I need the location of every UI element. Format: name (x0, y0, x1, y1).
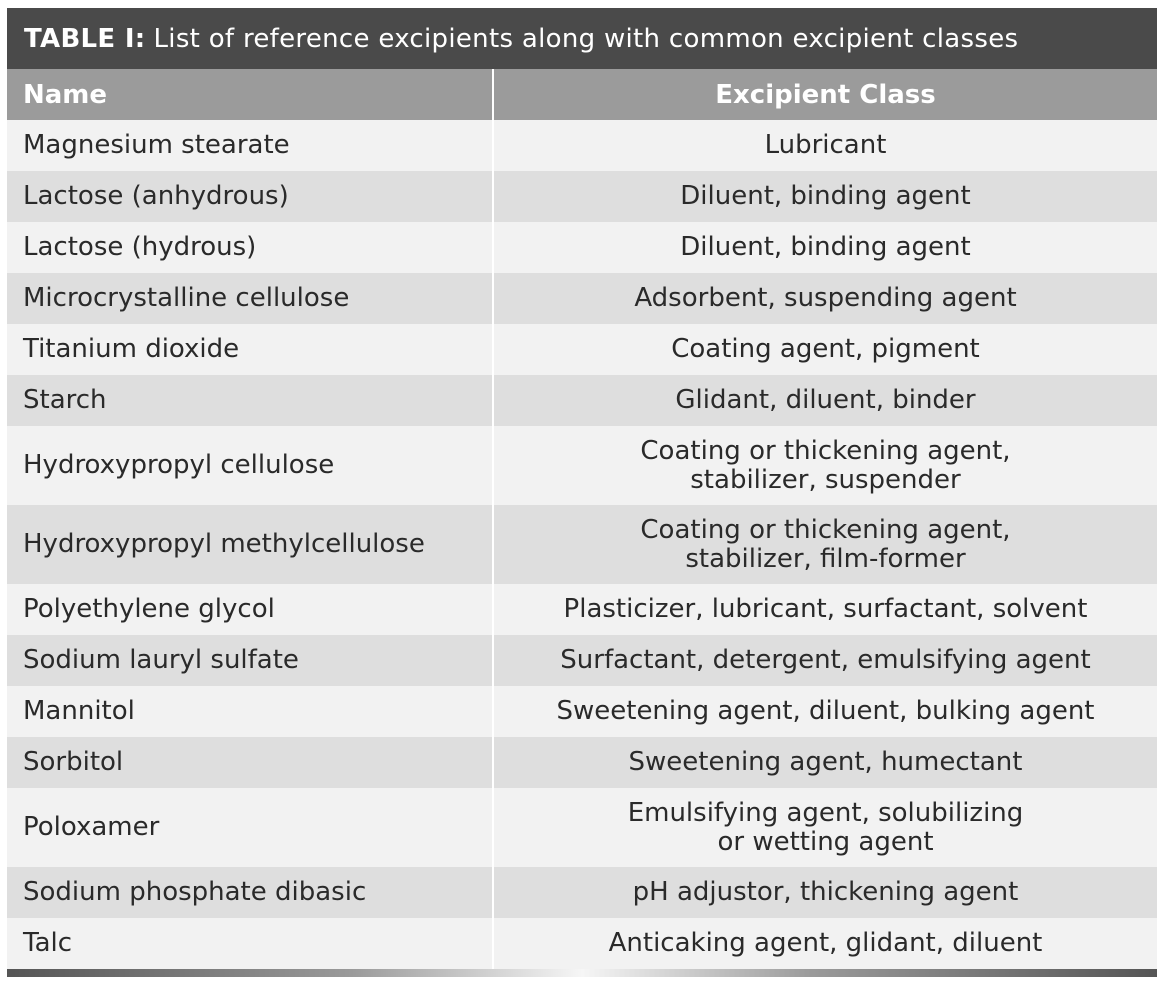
excipient-table (7, 69, 1157, 969)
bottom-rule (7, 969, 1157, 977)
excipient-class-cell (493, 867, 1157, 918)
excipient-class-cell (493, 324, 1157, 375)
excipient-class-cell (493, 120, 1157, 171)
table-row (7, 584, 1157, 635)
excipient-name-cell: Lactose (hydrous) (7, 222, 493, 273)
excipient-class-line: stabilizer, suspender (690, 464, 961, 495)
table-row (7, 273, 1157, 324)
excipient-name-cell: Polyethylene glycol (7, 584, 493, 635)
excipient-class-cell (493, 788, 1157, 867)
excipient-class-line: Diluent, binding agent (680, 232, 971, 262)
excipient-class-line: Emulsifying agent, solubilizing (627, 797, 1024, 828)
excipient-name-cell: Hydroxypropyl methylcellulose (7, 505, 493, 584)
table-row (7, 375, 1157, 426)
excipient-class-line: stabilizer, film-former (685, 543, 966, 574)
table-body (7, 120, 1157, 969)
excipient-class-line: Glidant, diluent, binder (675, 385, 976, 415)
excipient-class-cell (493, 273, 1157, 324)
excipient-class-cell (493, 426, 1157, 505)
excipient-name-cell: Sodium lauryl sulfate (7, 635, 493, 686)
excipient-name-cell: Poloxamer (7, 788, 493, 867)
excipient-name-cell: Lactose (anhydrous) (7, 171, 493, 222)
excipient-class-cell (493, 505, 1157, 584)
excipient-class-line: Adsorbent, suspending agent (634, 283, 1017, 313)
excipient-class-cell (493, 737, 1157, 788)
table-row (7, 426, 1157, 505)
excipient-class-line: Sweetening agent, humectant (628, 747, 1023, 777)
excipient-class-line: or wetting agent (717, 826, 934, 857)
excipient-class-cell (493, 918, 1157, 969)
column-header-name: Name (7, 69, 493, 120)
excipient-class-line: Coating or thickening agent, (640, 514, 1011, 545)
excipient-name-cell: Magnesium stearate (7, 120, 493, 171)
excipient-class-line: Lubricant (764, 130, 887, 160)
table-row (7, 788, 1157, 867)
excipient-class-cell (493, 222, 1157, 273)
excipient-name-cell: Titanium dioxide (7, 324, 493, 375)
table-row (7, 918, 1157, 969)
table-row (7, 686, 1157, 737)
table-title (7, 8, 1157, 69)
excipient-class-cell (493, 635, 1157, 686)
table-row (7, 171, 1157, 222)
table-row (7, 635, 1157, 686)
excipient-class-line: Surfactant, detergent, emulsifying agent (560, 645, 1091, 675)
excipient-class-cell (493, 171, 1157, 222)
excipient-class-cell (493, 686, 1157, 737)
table-row (7, 324, 1157, 375)
excipient-name-cell: Sodium phosphate dibasic (7, 867, 493, 918)
excipient-name-cell: Talc (7, 918, 493, 969)
excipient-name-cell: Microcrystalline cellulose (7, 273, 493, 324)
excipient-name-cell: Hydroxypropyl cellulose (7, 426, 493, 505)
table-row (7, 505, 1157, 584)
excipient-table-frame (7, 8, 1157, 977)
column-header-excipient-class: Excipient Class (493, 69, 1157, 120)
excipient-name-cell: Starch (7, 375, 493, 426)
table-title-label: TABLE I: (24, 23, 146, 54)
table-row (7, 222, 1157, 273)
table-row (7, 867, 1157, 918)
excipient-class-line: Coating or thickening agent, (640, 435, 1011, 466)
excipient-name-cell: Mannitol (7, 686, 493, 737)
excipient-class-line: Diluent, binding agent (680, 181, 971, 211)
excipient-class-line: Sweetening agent, diluent, bulking agent (556, 696, 1095, 726)
excipient-class-line: Anticaking agent, glidant, diluent (608, 928, 1043, 958)
table-title-text: List of reference excipients along with common excipient classes (153, 23, 1019, 54)
table-row (7, 120, 1157, 171)
excipient-class-cell (493, 375, 1157, 426)
excipient-class-line: Plasticizer, lubricant, surfactant, solvent (563, 594, 1088, 624)
table-row (7, 737, 1157, 788)
excipient-class-line: Coating agent, pigment (671, 334, 980, 364)
excipient-class-cell (493, 584, 1157, 635)
excipient-name-cell: Sorbitol (7, 737, 493, 788)
header-row (7, 69, 1157, 120)
excipient-class-line: pH adjustor, thickening agent (632, 877, 1019, 907)
